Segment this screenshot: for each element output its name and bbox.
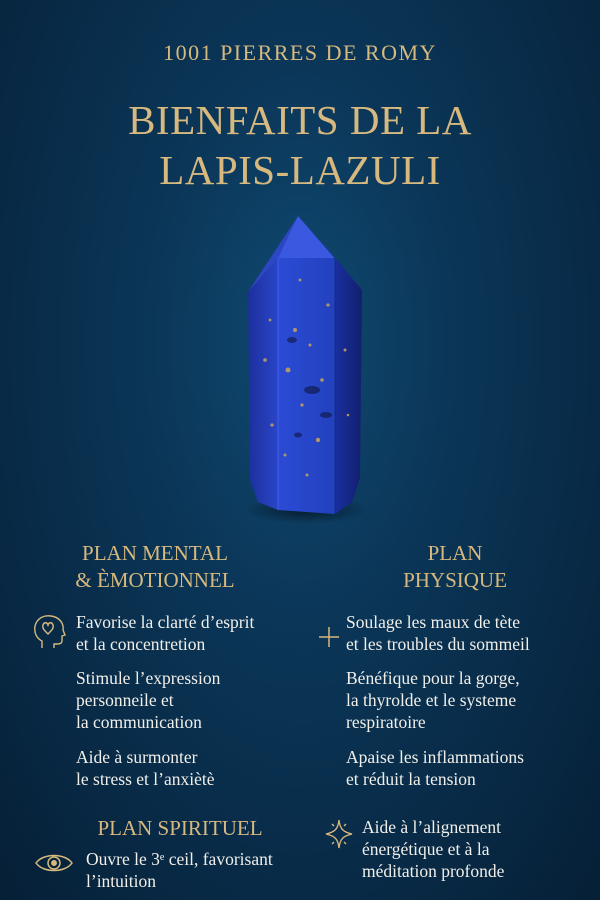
energie-item-1-line-2: énergétique et à la — [362, 839, 490, 859]
energie-item-1-line-1: Aide à l’alignement — [362, 817, 501, 837]
physique-item-1 — [346, 611, 530, 655]
mental-item-2-line-1: Stimule l’expression — [76, 668, 221, 688]
section-title-spirituel: PLAN SPIRITUEL — [97, 816, 263, 840]
physique-item-1-line-2: et les troubles du sommeil — [346, 634, 530, 654]
eye-icon — [34, 850, 74, 881]
title-line-1: BIENFAITS DE LA — [128, 97, 472, 143]
energie-item-1-line-3: méditation profonde — [362, 861, 505, 881]
section-title-physique-line-2: PHYSIQUE — [403, 568, 507, 592]
lapis-lazuli-crystal-image — [240, 210, 370, 530]
physique-item-3-line-1: Apaise les inflammations — [346, 747, 524, 767]
mental-item-3 — [76, 746, 215, 790]
title-line-2: LAPIS-LAZULI — [159, 147, 441, 193]
physique-item-3-line-2: et réduit la tension — [346, 769, 476, 789]
page-title — [0, 95, 600, 195]
physique-item-1-line-1: Soulage les maux de tète — [346, 612, 520, 632]
physique-item-2-line-1: Bénéfique pour la gorge, — [346, 668, 520, 688]
spirituel-item-1-line-2: l’intuition — [86, 871, 156, 891]
mental-item-1-line-2: et la concentretion — [76, 634, 206, 654]
plus-icon — [318, 626, 340, 653]
mental-item-2-line-2: personneile et — [76, 690, 174, 710]
section-title-mental — [45, 540, 265, 594]
mental-item-3-line-1: Aide à surmonter — [76, 747, 198, 767]
section-title-physique-line-1: PLAN — [427, 541, 483, 565]
sparkle-icon — [324, 818, 354, 855]
energie-item-1 — [362, 816, 504, 882]
section-title-mental-line-2: & ÈMOTIONNEL — [75, 568, 235, 592]
physique-item-2 — [346, 667, 520, 733]
mental-item-1 — [76, 611, 254, 655]
mental-item-3-line-2: le stress et l’anxiètè — [76, 769, 215, 789]
section-title-physique — [345, 540, 565, 594]
section-title-mental-line-1: PLAN MENTAL — [82, 541, 228, 565]
mental-item-2 — [76, 667, 220, 733]
mental-item-2-line-3: la communication — [76, 712, 202, 732]
brand-name: 1001 PIERRES DE ROMY — [163, 40, 437, 65]
physique-item-2-line-3: respiratoire — [346, 712, 426, 732]
spirituel-item-1-line-1: Ouvre le 3ᵉ ceil, favorisant — [86, 849, 273, 869]
mental-item-1-line-1: Favorise la clarté d’esprit — [76, 612, 255, 632]
physique-item-2-line-2: la thyrolde et le systeme — [346, 690, 517, 710]
spirituel-item-1 — [86, 848, 273, 892]
physique-item-3 — [346, 746, 524, 790]
head-heart-icon — [32, 614, 66, 655]
